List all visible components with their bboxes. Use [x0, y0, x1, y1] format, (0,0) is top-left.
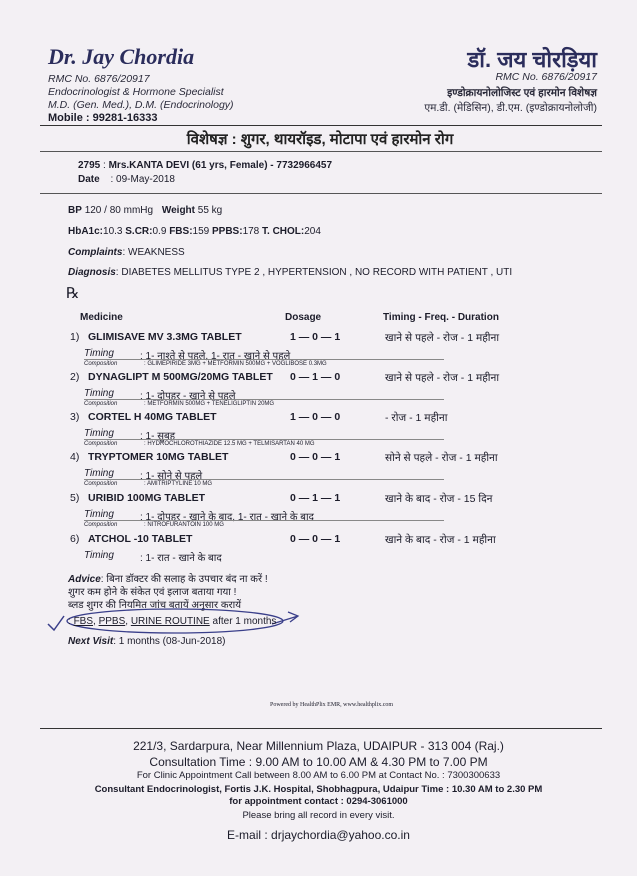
footer-fortis: Consultant Endocrinologist, Fortis J.K. Hospital, Shobhagpura, Udaipur Time : 10.30 AM to 2.30 PM: [94, 784, 543, 795]
header-rule: [40, 125, 602, 126]
diagnosis: Diagnosis: DIABETES MELLITUS TYPE 2 , HYPERTENSION , NO RECORD WITH PATIENT , UTI: [68, 267, 513, 278]
header-timing: Timing - Freq. - Duration: [383, 312, 499, 323]
next-visit: Next Visit: 1 months (08-Jun-2018): [68, 636, 226, 647]
powered-by: Powered by HealthPlix EMR, www.healthplix.com: [270, 702, 394, 708]
doctor-name-en: Dr. Jay Chordia: [48, 44, 195, 69]
timing-line: Timing : 1- रात - खाने के बाद: [84, 550, 222, 564]
footer-appointment: For Clinic Appointment Call between 8.00 AM to 6.00 PM at Contact No. : 7300300633: [136, 770, 501, 781]
tests-advised: : FBS, PPBS, URINE ROUTINE after 1 months: [68, 616, 277, 627]
advice-line-3: ब्लड शुगर की नियमित जांच बतायें अनुसार करायें: [68, 600, 241, 611]
rmc-hi: RMC No. 6876/20917: [495, 71, 597, 83]
medicine-row: 5) URIBID 100MG TABLET 0 — 1 — 1 खाने के बाद - रोज - 15 दिन: [70, 492, 493, 505]
advice-line-2: शुगर कम होने के संकेत एवं इलाज बताया गया !: [68, 587, 237, 598]
date-value: 09-May-2018: [116, 174, 175, 185]
medicine-row: 1) GLIMISAVE MV 3.3MG TABLET 1 — 0 — 1 खाने से पहले - रोज - 1 महीना: [70, 331, 500, 344]
timing-line: Timing : 1- दोपहर - खाने से पहले: [84, 388, 236, 402]
specialty-banner: विशेषज्ञ : शुगर, थायरॉइड, मोटापा एवं हारमोन रोग: [186, 131, 454, 148]
degrees-en: M.D. (Gen. Med.), D.M. (Endocrinology): [48, 99, 234, 111]
footer-records: Please bring all record in every visit.: [242, 810, 395, 821]
medicine-row: 6) ATCHOL -10 TABLET 0 — 0 — 1 खाने के बाद - रोज - 1 महीना: [70, 533, 496, 546]
composition-line: Composition : NITROFURANTOIN 100 MG: [84, 522, 224, 528]
footer-fortis-contact: for appointment contact : 0294-3061000: [229, 796, 408, 807]
medicine-row: 3) CORTEL H 40MG TABLET 1 — 0 — 0 - रोज - 1 महीना: [70, 411, 448, 424]
patient-info: Mrs.KANTA DEVI (61 yrs, Female) - 7732966457: [108, 160, 333, 171]
header-dosage: Dosage: [285, 312, 322, 323]
medicine-row: 4) TRYPTOMER 10MG TABLET 0 — 0 — 1 सोने से पहले - रोज - 1 महीना: [70, 451, 498, 464]
title-en: Endocrinologist & Hormone Specialist: [48, 86, 224, 98]
timing-line: Timing : 1- दोपहर - खाने के बाद, 1- रात - खाने के बाद: [84, 509, 314, 523]
medicine-row: 2) DYNAGLIPT M 500MG/20MG TABLET 0 — 1 — 0 खाने से पहले - रोज - 1 महीना: [70, 371, 500, 384]
patient-id: 2795: [78, 160, 101, 171]
rx-symbol: ℞: [66, 286, 80, 302]
prescription-page: Dr. Jay Chordia RMC No. 6876/20917 Endocrinologist & Hormone Specialist M.D. (Gen. Med.), D.M. (Endocrinology) Mobile : 99281-16333 डॉ. जय चोरड़िया RMC No. 6876/20917 इण्डोक्रायनोलोजिस्ट एवं हारमोन विशेषज्ञ एम.डी. (मेडिसिन), डी.एम. (इण्डोक्रायनोलोजी) विशेषज्ञ : शुगर, थायरॉइड, मोटापा एवं हारमोन रोग 2795 : Mrs.KANTA DEVI (61 yrs, Female) - 7732966457 Date : 09-May-2018 BP 120 / 80 mmHg Weight 55 kg HbA1c:10.3 S.CR:0.9 FBS:159 PPBS:178 T. CHOL:204 Complaints: WEAKNESS Diagnosis: DIABETES MELLITUS TYPE 2 , HYPERTENSION , NO RECORD WITH PATIENT , UTI ℞ Medicine Dosage Timing - Freq. - Duration 1) GLIMISAVE MV 3.3MG TABLET 1 — 0 — 1 खाने से पहले - रोज - 1 महीना Timing : 1- नाश्ते से पहले, 1- रात - खाने से पहले Composition : GLIMEPIRIDE 3MG + METFORMIN 500MG + VOGLIBOSE 0.3MG 2) DYNAGLIPT M 500MG/20MG TABLET 0 — 1 — 0 खाने से पहले - रोज - 1 महीना Timing : 1- दोपहर - खाने से पहले Composition : METFORMIN 500MG + TENELIGLIPTIN 20MG 3) CORTEL H 40MG TABLET 1 — 0 — 0 - रोज - 1 महीना Timing : 1- सुबह Composition : HYDROCHLOROTHIAZIDE 12.5 MG + TELMISARTAN 40 MG 4) TRYPTOMER 10MG TABLET 0 — 0 — 1 सोने से पहले - रोज - 1 महीना Timing : 1- सोने से पहले Composition : AMITRIPTYLINE 10 MG 5) URIBID 100MG TABLET 0 — 1 — 1 खाने के बाद - रोज - 15 दिन Timing : 1- दोपहर - खाने के बाद, 1- रात - खाने के बाद Composition : NITROFURANTOIN 100 MG 6) ATCHOL -10 TABLET 0 — 0 — 1 खाने के बाद - रोज - 1 महीना Timing : 1- रात - खाने के बाद Advice: बिना डॉक्टर की सलाह के उपचार बंद ना करें ! शुगर कम होने के संकेत एवं इलाज बताया गया ! ब्लड शुगर की नियमित जांच बतायें अनुसार करायें : FBS, PPBS, URINE ROUTINE after 1 months Next Visit: 1 months (08-Jun-2018) Powered by HealthPlix EMR, www.healthplix.com 221/3, Sardarpura, Near Millennium Plaza, UDAIPUR - 313 004 (Raj.) Consultation Time : 9.00 AM to 10.00 AM & 4.30 PM to 7.00 PM For Clinic Appointment Call between 8.00 AM to 6.00 PM at Contact No. : 7300300633 Consultant Endocrinologist, Fortis J.K. Hospital, Shobhagpura, Udaipur Time : 10.30 AM to 2.30 PM for appointment contact : 0294-3061000 Please bring all record in every visit. E-mail : drjaychordia@yahoo.co.in: [0, 0, 637, 876]
patient-rule: [40, 193, 602, 194]
composition-line: Composition : GLIMEPIRIDE 3MG + METFORMIN 500MG + VOGLIBOSE 0.3MG: [84, 361, 327, 367]
timing-line: Timing : 1- नाश्ते से पहले, 1- रात - खाने से पहले: [84, 348, 291, 362]
complaints: Complaints: WEAKNESS: [68, 247, 185, 258]
composition-line: Composition : AMITRIPTYLINE 10 MG: [84, 481, 213, 487]
date-label: Date: [78, 174, 100, 185]
advice-line-1: Advice: बिना डॉक्टर की सलाह के उपचार बंद ना करें !: [68, 574, 268, 585]
banner-rule: [40, 151, 602, 152]
header-medicine: Medicine: [80, 312, 123, 323]
patient-sep: :: [103, 160, 106, 171]
footer-rule: [40, 728, 602, 729]
composition-line: Composition : HYDROCHLOROTHIAZIDE 12.5 MG + TELMISARTAN 40 MG: [84, 441, 315, 447]
composition-line: Composition : METFORMIN 500MG + TENELIGLIPTIN 20MG: [84, 401, 275, 407]
title-hi: इण्डोक्रायनोलोजिस्ट एवं हारमोन विशेषज्ञ: [447, 87, 597, 99]
vitals-labs: HbA1c:10.3 S.CR:0.9 FBS:159 PPBS:178 T. CHOL:204: [68, 226, 321, 237]
vitals-bp: BP 120 / 80 mmHg Weight 55 kg: [68, 205, 223, 216]
timing-line: Timing : 1- सोने से पहले: [84, 468, 203, 482]
rmc-en: RMC No. 6876/20917: [48, 73, 150, 85]
degrees-hi: एम.डी. (मेडिसिन), डी.एम. (इण्डोक्रायनोलोजी): [424, 102, 597, 114]
doctor-name-hi: डॉ. जय चोरड़िया: [467, 47, 597, 72]
footer-consultation: Consultation Time : 9.00 AM to 10.00 AM & 4.30 PM to 7.00 PM: [149, 755, 488, 769]
mobile: Mobile : 99281-16333: [48, 112, 158, 124]
timing-line: Timing : 1- सुबह: [84, 428, 176, 442]
footer-address: 221/3, Sardarpura, Near Millennium Plaza, UDAIPUR - 313 004 (Raj.): [133, 739, 504, 753]
footer-email: E-mail : drjaychordia@yahoo.co.in: [227, 828, 410, 842]
